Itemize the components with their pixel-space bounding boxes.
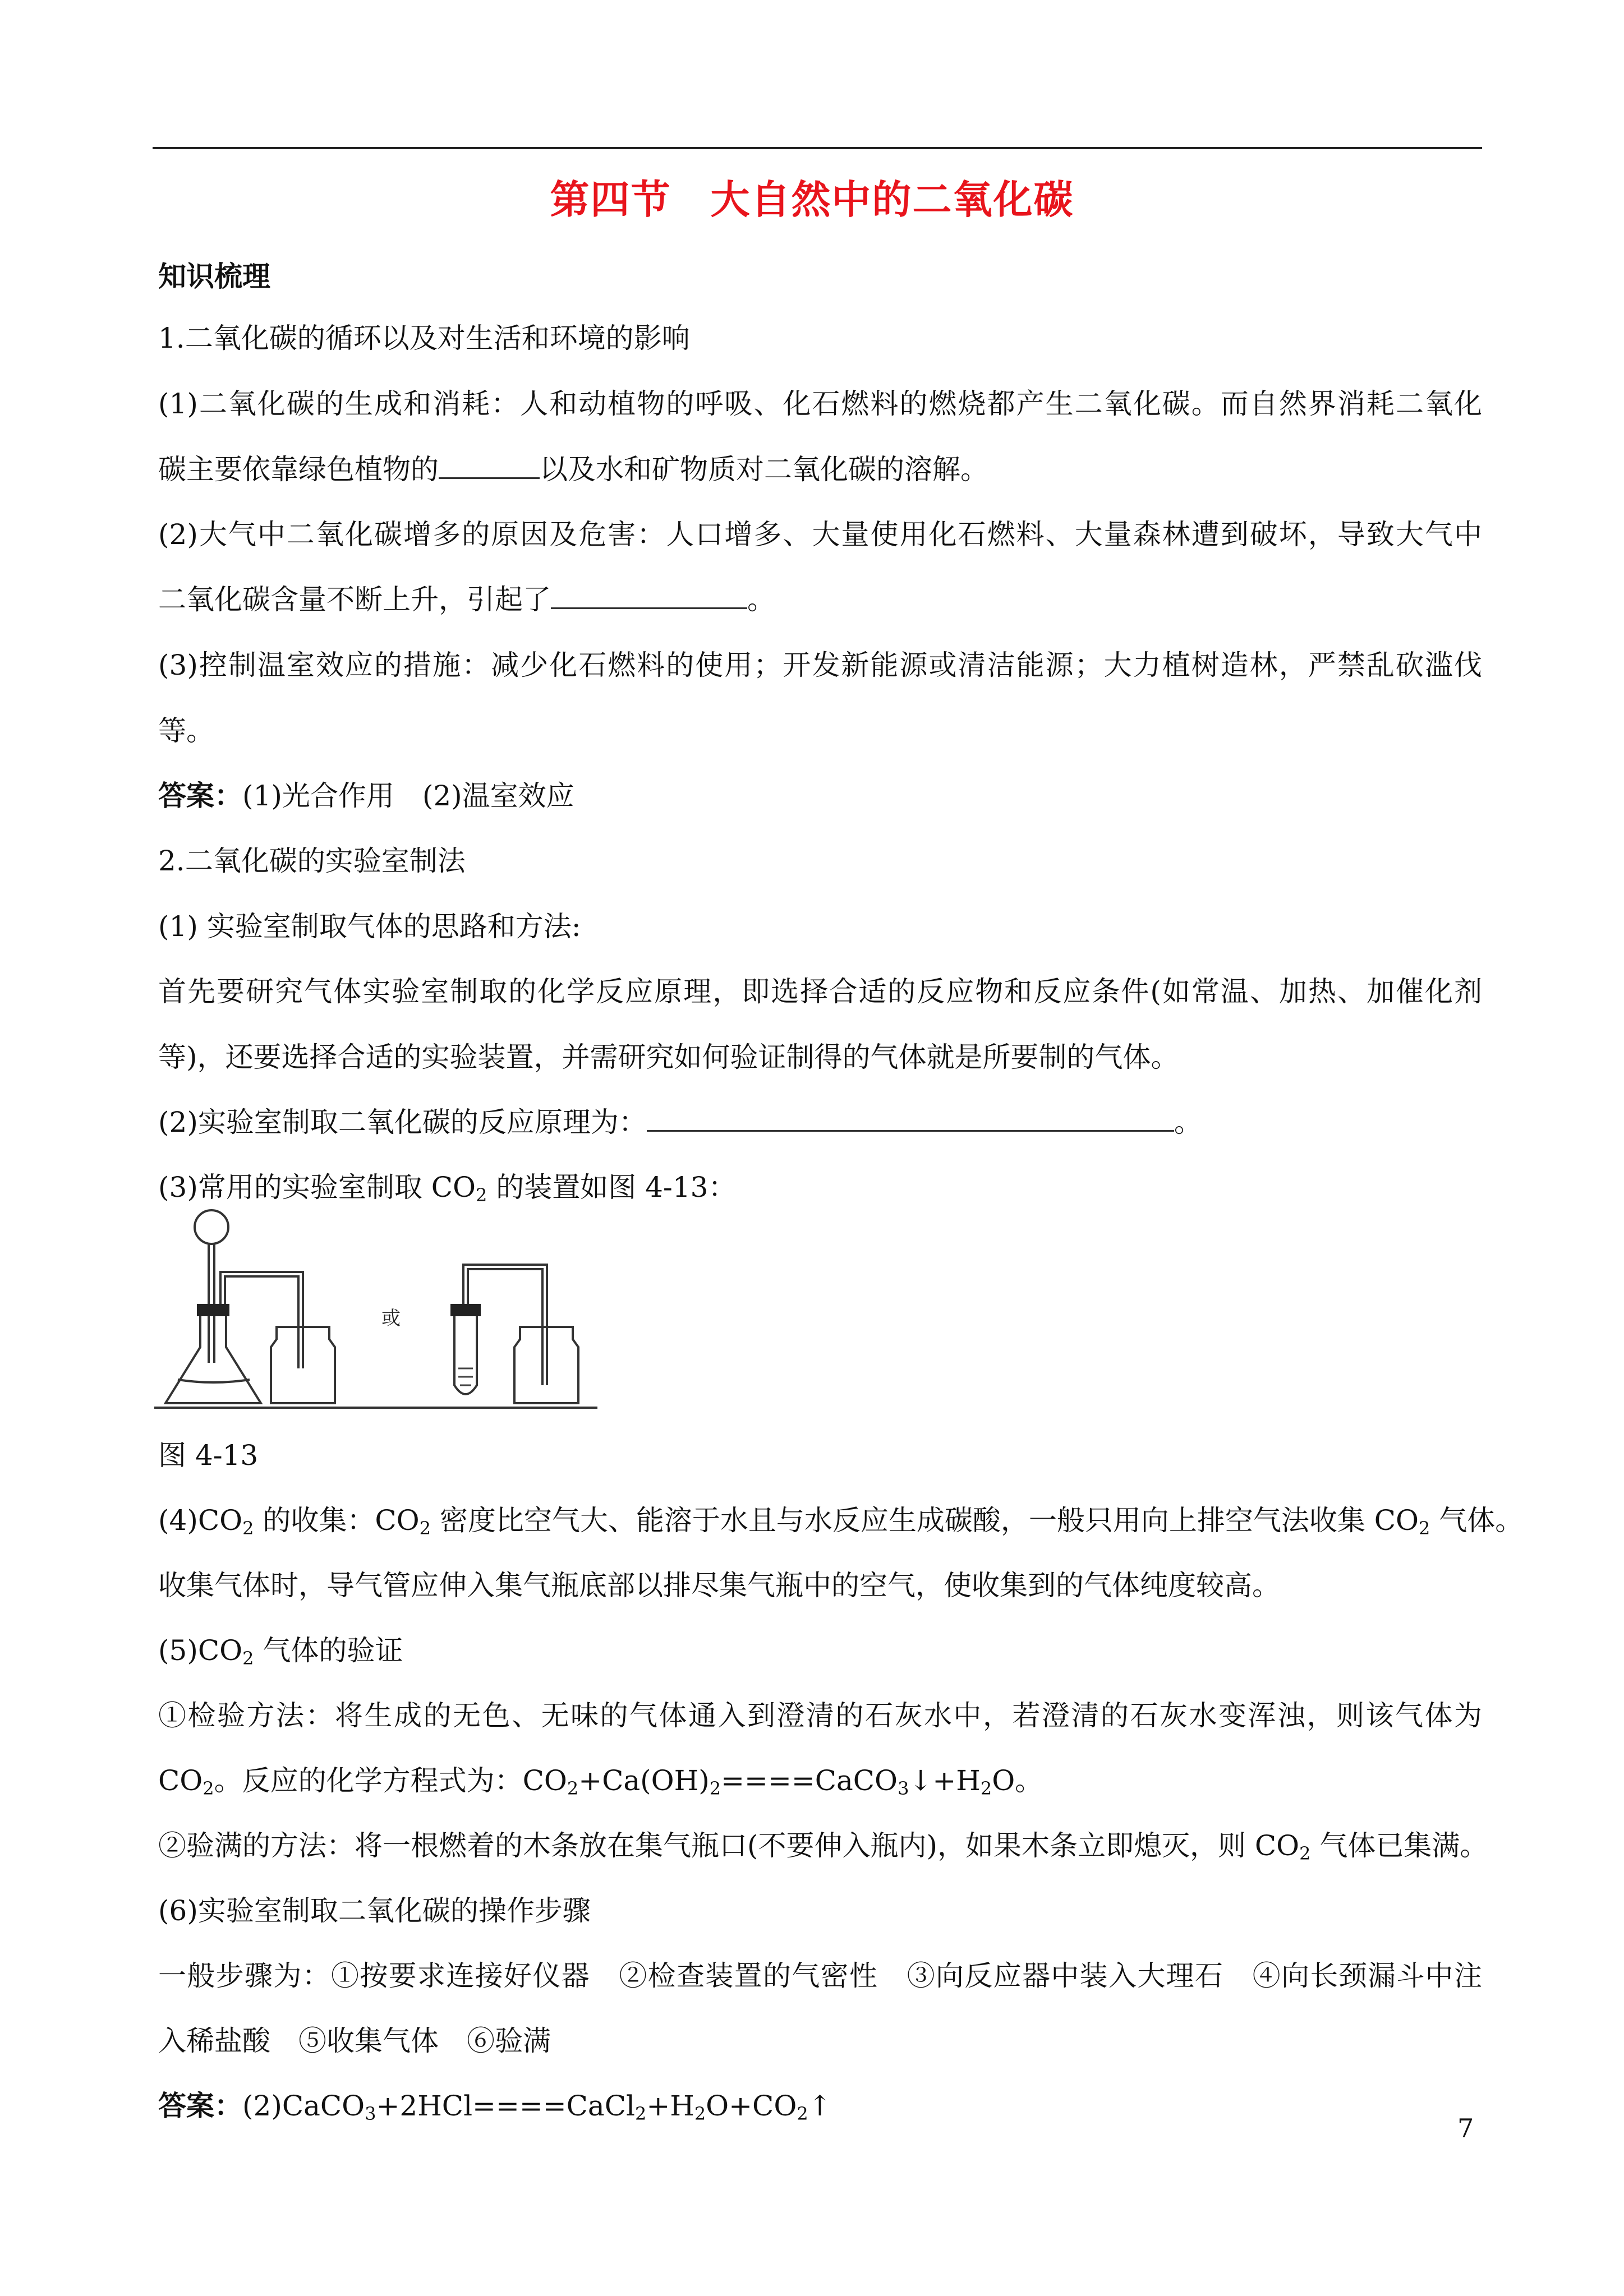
s1-p3-line2: 等。 — [158, 714, 214, 747]
test-tube — [454, 1312, 477, 1394]
s2-p4-line1: $(4)CO_2$ 的收集：$CO_2$ 密度比空气大、能溶于水且与水反应生成碳酸，一般只用向上排空气法收集 $CO_2$ 气体。 — [158, 1504, 1524, 1539]
page-title — [0, 168, 1624, 225]
co2-apparatus-figure — [154, 1200, 603, 1430]
fill-blank-3[interactable] — [647, 1104, 1174, 1132]
flask-stopper — [197, 1304, 229, 1316]
section-heading: 知识梳理 — [158, 260, 270, 293]
figure-or-label: 或 — [381, 1307, 401, 1330]
s2-heading: 2.二氧化碳的实验室制法 — [158, 845, 466, 877]
delivery-tube-1 — [220, 1272, 303, 1368]
title-text: 大自然中的二氧化碳 — [710, 177, 1074, 223]
figure-caption: 图 4-13 — [158, 1439, 259, 1472]
s2-p4-line2: 收集气体时，导气管应伸入集气瓶底部以排尽集气瓶中的空气，使收集到的气体纯度较高。 — [158, 1569, 1280, 1602]
tube-liquid — [458, 1368, 473, 1385]
s2-p6-line1: ①检验方法：将生成的无色、无味的气体通入到澄清的石灰水中，若澄清的石灰水变浑浊，则该气体为 — [158, 1699, 1482, 1732]
flask-liquid-line — [178, 1380, 250, 1382]
s1-heading: 1.二氧化碳的循环以及对生活和环境的影响 — [158, 322, 690, 354]
s1-answer: 答案：(1)光合作用 (2)温室效应 — [158, 780, 574, 812]
s2-answer: 答案：$(2)CaCO_3+2HCl====CaCl_2+H_2O+CO_2↑$ — [158, 2090, 832, 2124]
s1-p2-line1: (2)大气中二氧化碳增多的原因及危害：人口增多、大量使用化石燃料、大量森林遭到破坏，导致大气中 — [158, 518, 1482, 551]
s1-p3-line1: (3)控制温室效应的措施：减少化石燃料的使用；开发新能源或清洁能源；大力植树造林，严禁乱砍滥伐 — [158, 649, 1482, 681]
answer-label: 答案： — [158, 780, 242, 812]
s1-p2-line2: 二氧化碳含量不断上升，引起了 。 — [158, 580, 1482, 619]
tube-stopper — [450, 1304, 481, 1316]
funnel-bulb — [195, 1210, 228, 1244]
answer-label: 答案： — [158, 2090, 242, 2122]
header-rule — [153, 147, 1482, 149]
s2-p7: ②验满的方法：将一根燃着的木条放在集气瓶口(不要伸入瓶内)，如果木条立即熄灭，则 $CO_2$ 气体已集满。 — [158, 1829, 1488, 1864]
s2-p1b-line1: 首先要研究气体实验室制取的化学反应原理，即选择合适的反应物和反应条件(如常温、加热、加催化剂 — [158, 975, 1482, 1008]
s2-p3: (3)常用的实验室制取 $CO_2$ 的装置如图 4-13： — [158, 1171, 737, 1206]
s2-p8: (6)实验室制取二氧化碳的操作步骤 — [158, 1894, 591, 1927]
s1-p1-line1: (1)二氧化碳的生成和消耗：人和动植物的呼吸、化石燃料的燃烧都产生二氧化碳。而自然界消耗二氧化 — [158, 388, 1482, 420]
s1-p1-line2: 碳主要依靠绿色植物的 以及水和矿物质对二氧化碳的溶解。 — [158, 450, 1482, 489]
fill-blank-2[interactable] — [551, 582, 747, 609]
s2-p1: (1) 实验室制取气体的思路和方法: — [158, 910, 581, 943]
title-section-number: 第四节 — [550, 177, 671, 223]
s2-p5: $(5)CO_2$ 气体的验证 — [158, 1634, 403, 1669]
page-number: 7 — [1457, 2113, 1474, 2143]
s2-p6-line2: $CO_2$。反应的化学方程式为：$CO_2+Ca(OH)_2====CaCO_3↓+H_2O$。 — [158, 1764, 1043, 1799]
fill-blank-1[interactable] — [439, 451, 540, 479]
s2-p2: (2)实验室制取二氧化碳的反应原理为： 。 — [158, 1103, 1482, 1142]
s2-p1b-line2: 等)，还要选择合适的实验装置，并需研究如何验证制得的气体就是所要制的气体。 — [158, 1041, 1179, 1073]
s2-p9-line2: 入稀盐酸 ⑤收集气体 ⑥验满 — [158, 2025, 551, 2057]
s2-p9-line1: 一般步骤为：①按要求连接好仪器 ②检查装置的气密性 ③向反应器中装入大理石 ④向长颈漏斗中注 — [158, 1960, 1482, 1992]
